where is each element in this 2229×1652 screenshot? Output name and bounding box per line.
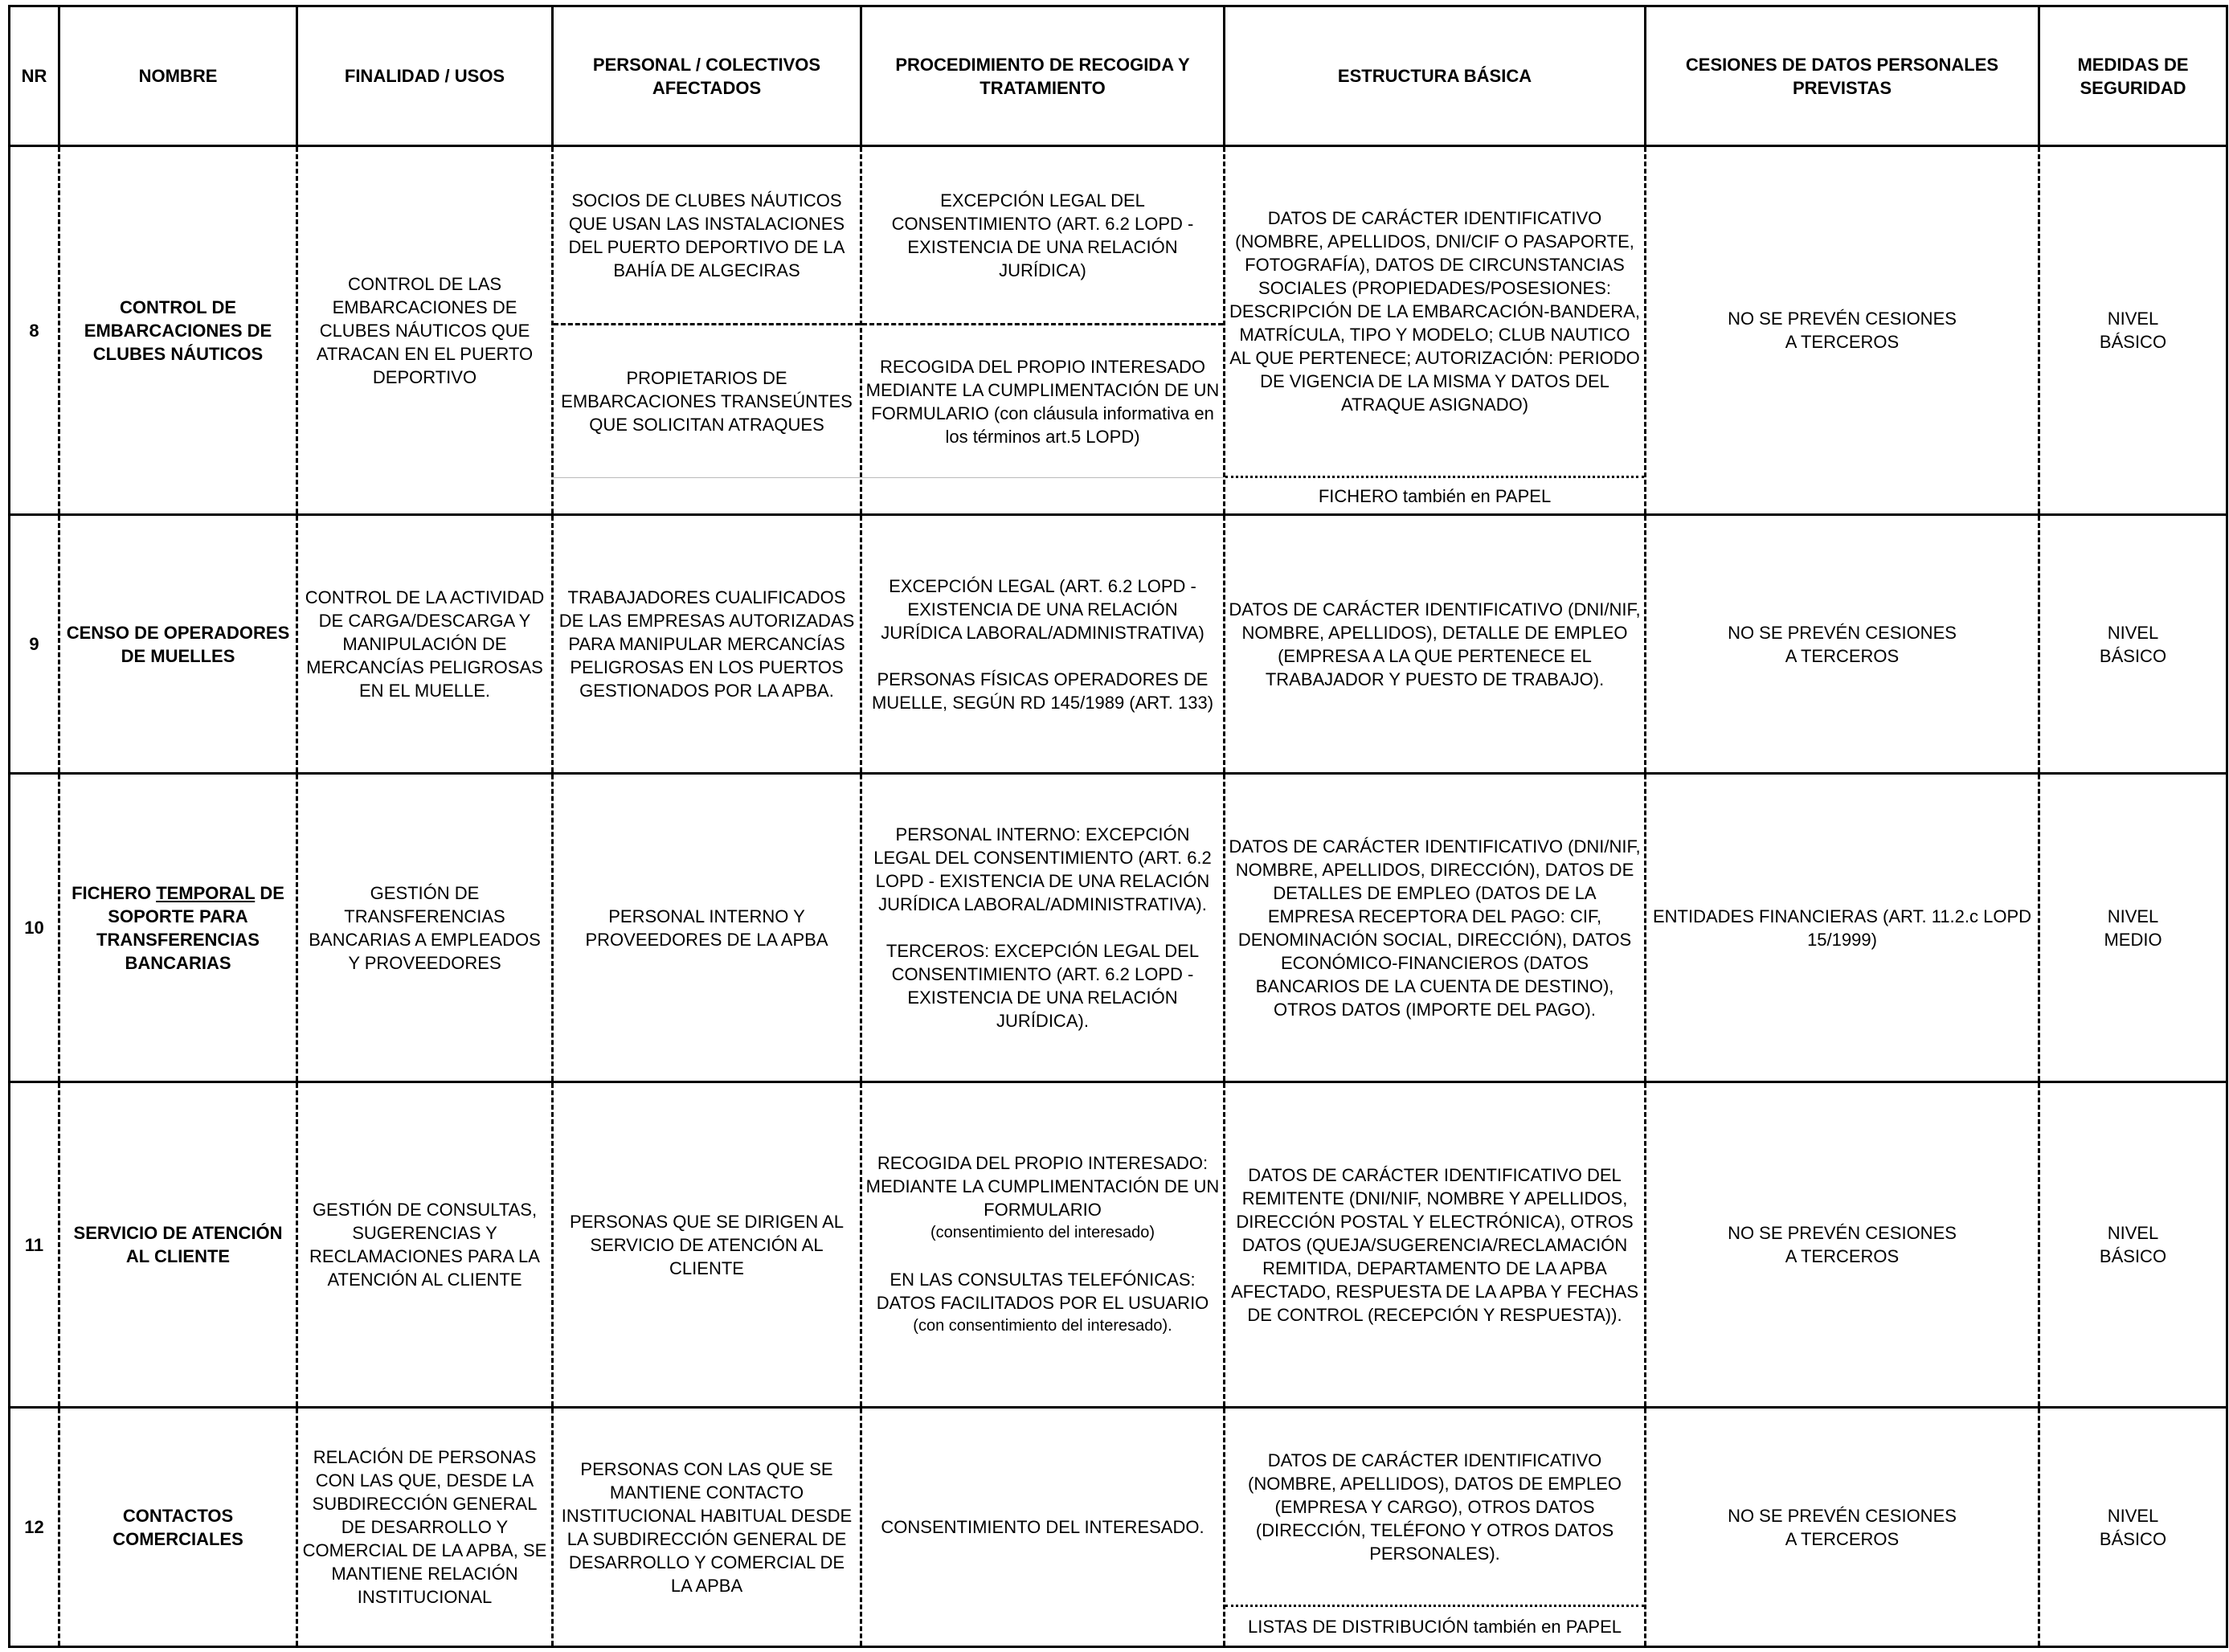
cell-procedimiento-recogida: RECOGIDA DEL PROPIO INTERESADO MEDIANTE LA CUMPLIMENTACIÓN DE UN FORMULARIO (con cláusula informativa en los términos art.5 LOPD) <box>862 325 1223 478</box>
cell-estructura: DATOS DE CARÁCTER IDENTIFICATIVO (DNI/NIF, NOMBRE, APELLIDOS, DIRECCIÓN), DATOS DE DETALLES DE EMPLEO (DATOS DE LA EMPRESA RECEPTORA DEL PAGO: CIF, DENOMINACIÓN SOCIAL, DIRECCIÓN), DATOS ECONÓMICO-FINANCIEROS (DATOS BANCARIOS DE LA CUENTA DE DESTINO), OTROS DATOS (IMPORTE DEL PAGO). <box>1225 774 1646 1082</box>
procedimiento-note: (consentimiento del interesado) <box>930 1224 1155 1241</box>
header-medidas: MEDIDAS DE SEGURIDAD <box>2039 6 2227 146</box>
cell-finalidad: CONTROL DE LA ACTIVIDAD DE CARGA/DESCARGA Y MANIPULACIÓN DE MERCANCÍAS PELIGROSAS EN EL MUELLE. <box>297 515 553 774</box>
cell-procedimiento: CONSENTIMIENTO DEL INTERESADO. <box>861 1408 1225 1647</box>
procedimiento-paragraph: PERSONAL INTERNO: EXCEPCIÓN LEGAL DEL CONSENTIMIENTO (ART. 6.2 LOPD - EXISTENCIA DE UNA RELACIÓN JURÍDICA LABORAL/ADMINISTRATIVA). <box>873 824 1212 914</box>
cell-estructura-text: DATOS DE CARÁCTER IDENTIFICATIVO (NOMBRE, APELLIDOS), DATOS DE EMPLEO (EMPRESA Y CARGO), OTROS DATOS (DIRECCIÓN, TELÉFONO Y OTROS DATOS PERSONALES). <box>1225 1409 1644 1607</box>
header-nombre: NOMBRE <box>59 6 297 146</box>
data-files-table <box>8 5 2228 1648</box>
nombre-text-pre: FICHERO <box>72 882 157 903</box>
cell-procedimiento <box>861 774 1225 1082</box>
table-row <box>10 1408 2227 1647</box>
cell-personal: TRABAJADORES CUALIFICADOS DE LAS EMPRESAS AUTORIZADAS PARA MANIPULAR MERCANCÍAS PELIGROSAS EN LOS PUERTOS GESTIONADOS POR LA APBA. <box>553 515 861 774</box>
cell-medidas: NIVEL BÁSICO <box>2039 1408 2227 1647</box>
cell-nr: 10 <box>10 774 59 1082</box>
cell-personal: PERSONAS CON LAS QUE SE MANTIENE CONTACTO INSTITUCIONAL HABITUAL DESDE LA SUBDIRECCIÓN GENERAL DE DESARROLLO Y COMERCIAL DE LA APBA <box>553 1408 861 1647</box>
cell-estructura <box>1225 146 1646 515</box>
header-nr: NR <box>10 6 59 146</box>
cell-personal-propietarios: PROPIETARIOS DE EMBARCACIONES TRANSEÚNTES QUE SOLICITAN ATRAQUES <box>554 325 860 478</box>
header-procedimiento: PROCEDIMIENTO DE RECOGIDA Y TRATAMIENTO <box>861 6 1225 146</box>
cell-estructura-text: DATOS DE CARÁCTER IDENTIFICATIVO (NOMBRE, APELLIDOS, DNI/CIF O PASAPORTE, FOTOGRAFÍA), DATOS DE CIRCUNSTANCIAS SOCIALES (PROPIEDADES/POSESIONES: DESCRIPCIÓN DE LA EMBARCACIÓN-BANDERA, MATRÍCULA, TIPO Y MODELO; CLUB NAUTICO AL QUE PERTENECE; AUTORIZACIÓN: PERIODO DE VIGENCIA DE LA MISMA Y DATOS DEL ATRAQUE ASIGNADO) <box>1225 147 1644 478</box>
cell-nr: 12 <box>10 1408 59 1647</box>
cell-medidas: NIVEL BÁSICO <box>2039 1082 2227 1408</box>
cell-nombre: CONTROL DE EMBARCACIONES DE CLUBES NÁUTICOS <box>59 146 297 515</box>
cell-personal: PERSONAS QUE SE DIRIGEN AL SERVICIO DE ATENCIÓN AL CLIENTE <box>553 1082 861 1408</box>
header-personal: PERSONAL / COLECTIVOS AFECTADOS <box>553 6 861 146</box>
cell-medidas: NIVEL MEDIO <box>2039 774 2227 1082</box>
cell-finalidad: GESTIÓN DE CONSULTAS, SUGERENCIAS Y RECLAMACIONES PARA LA ATENCIÓN AL CLIENTE <box>297 1082 553 1408</box>
cell-estructura: DATOS DE CARÁCTER IDENTIFICATIVO DEL REMITENTE (DNI/NIF, NOMBRE Y APELLIDOS, DIRECCIÓN POSTAL Y ELECTRÓNICA), OTROS DATOS (QUEJA/SUGERENCIA/RECLAMACIÓN REMITIDA, DEPARTAMENTO DE LA APBA AFECTADO, RESPUESTA DE LA APBA Y FECHAS DE CONTROL (RECEPCIÓN Y RESPUESTA)). <box>1225 1082 1646 1408</box>
table-row <box>10 1082 2227 1408</box>
cell-finalidad: RELACIÓN DE PERSONAS CON LAS QUE, DESDE LA SUBDIRECCIÓN GENERAL DE DESARROLLO Y COMERCIAL DE LA APBA, SE MANTIENE RELACIÓN INSTITUCIONAL <box>297 1408 553 1647</box>
cell-estructura-nota: FICHERO también en PAPEL <box>1318 485 1552 506</box>
cell-nr: 8 <box>10 146 59 515</box>
cell-medidas: NIVEL BÁSICO <box>2039 146 2227 515</box>
header-finalidad: FINALIDAD / USOS <box>297 6 553 146</box>
cell-cesiones: NO SE PREVÉN CESIONES A TERCEROS <box>1646 1408 2039 1647</box>
cell-nombre <box>59 774 297 1082</box>
cell-estructura-nota: LISTAS DE DISTRIBUCIÓN también en PAPEL <box>1247 1616 1622 1637</box>
cell-cesiones: ENTIDADES FINANCIERAS (ART. 11.2.c LOPD 15/1999) <box>1646 774 2039 1082</box>
header-cesiones: CESIONES DE DATOS PERSONALES PREVISTAS <box>1646 6 2039 146</box>
procedimiento-note: (con consentimiento del interesado). <box>913 1317 1172 1335</box>
procedimiento-paragraph: EXCEPCIÓN LEGAL (ART. 6.2 LOPD - EXISTENCIA DE UNA RELACIÓN JURÍDICA LABORAL/ADMINISTRATIVA) <box>881 575 1204 643</box>
cell-cesiones: NO SE PREVÉN CESIONES A TERCEROS <box>1646 515 2039 774</box>
cell-nombre: SERVICIO DE ATENCIÓN AL CLIENTE <box>59 1082 297 1408</box>
table-row <box>10 774 2227 1082</box>
cell-nr: 11 <box>10 1082 59 1408</box>
procedimiento-line: EN LAS CONSULTAS TELEFÓNICAS: DATOS FACILITADOS POR EL USUARIO <box>876 1270 1209 1313</box>
procedimiento-paragraph: PERSONAS FÍSICAS OPERADORES DE MUELLE, SEGÚN RD 145/1989 (ART. 133) <box>871 669 1214 713</box>
procedimiento-paragraph <box>865 1151 1220 1245</box>
cell-procedimiento <box>861 1082 1225 1408</box>
cell-medidas: NIVEL BÁSICO <box>2039 515 2227 774</box>
header-estructura: ESTRUCTURA BÁSICA <box>1225 6 1646 146</box>
cell-personal <box>553 146 861 515</box>
cell-estructura: DATOS DE CARÁCTER IDENTIFICATIVO (DNI/NIF, NOMBRE, APELLIDOS), DETALLE DE EMPLEO (EMPRESA A LA QUE PERTENECE EL TRABAJADOR Y PUESTO DE TRABAJO). <box>1225 515 1646 774</box>
cell-cesiones: NO SE PREVÉN CESIONES A TERCEROS <box>1646 146 2039 515</box>
cell-cesiones: NO SE PREVÉN CESIONES A TERCEROS <box>1646 1082 2039 1408</box>
procedimiento-paragraph <box>865 1268 1220 1338</box>
cell-nr: 9 <box>10 515 59 774</box>
nombre-text-underlined: TEMPORAL <box>156 882 256 903</box>
cell-procedimiento <box>861 146 1225 515</box>
cell-personal-empty <box>554 478 860 513</box>
cell-nombre: CENSO DE OPERADORES DE MUELLES <box>59 515 297 774</box>
cell-personal-socios: SOCIOS DE CLUBES NÁUTICOS QUE USAN LAS INSTALACIONES DEL PUERTO DEPORTIVO DE LA BAHÍA DE ALGECIRAS <box>554 147 860 325</box>
table-row <box>10 515 2227 774</box>
cell-finalidad: GESTIÓN DE TRANSFERENCIAS BANCARIAS A EMPLEADOS Y PROVEEDORES <box>297 774 553 1082</box>
cell-procedimiento-excepcion: EXCEPCIÓN LEGAL DEL CONSENTIMIENTO (ART. 6.2 LOPD - EXISTENCIA DE UNA RELACIÓN JURÍDICA) <box>862 147 1223 325</box>
table-row <box>10 146 2227 515</box>
cell-personal: PERSONAL INTERNO Y PROVEEDORES DE LA APBA <box>553 774 861 1082</box>
cell-procedimiento <box>861 515 1225 774</box>
cell-finalidad: CONTROL DE LAS EMBARCACIONES DE CLUBES NÁUTICOS QUE ATRACAN EN EL PUERTO DEPORTIVO <box>297 146 553 515</box>
cell-estructura <box>1225 1408 1646 1647</box>
header-row <box>10 6 2227 146</box>
cell-procedimiento-empty <box>862 478 1223 513</box>
nombre-text-post: DE SOPORTE PARA TRANSFERENCIAS BANCARIAS <box>96 882 284 973</box>
cell-nombre: CONTACTOS COMERCIALES <box>59 1408 297 1647</box>
data-files-table-page <box>8 5 2226 1646</box>
procedimiento-line: RECOGIDA DEL PROPIO INTERESADO: MEDIANTE LA CUMPLIMENTACIÓN DE UN FORMULARIO <box>865 1153 1220 1220</box>
procedimiento-paragraph: TERCEROS: EXCEPCIÓN LEGAL DEL CONSENTIMIENTO (ART. 6.2 LOPD - EXISTENCIA DE UNA RELACIÓN JURÍDICA). <box>885 941 1200 1031</box>
